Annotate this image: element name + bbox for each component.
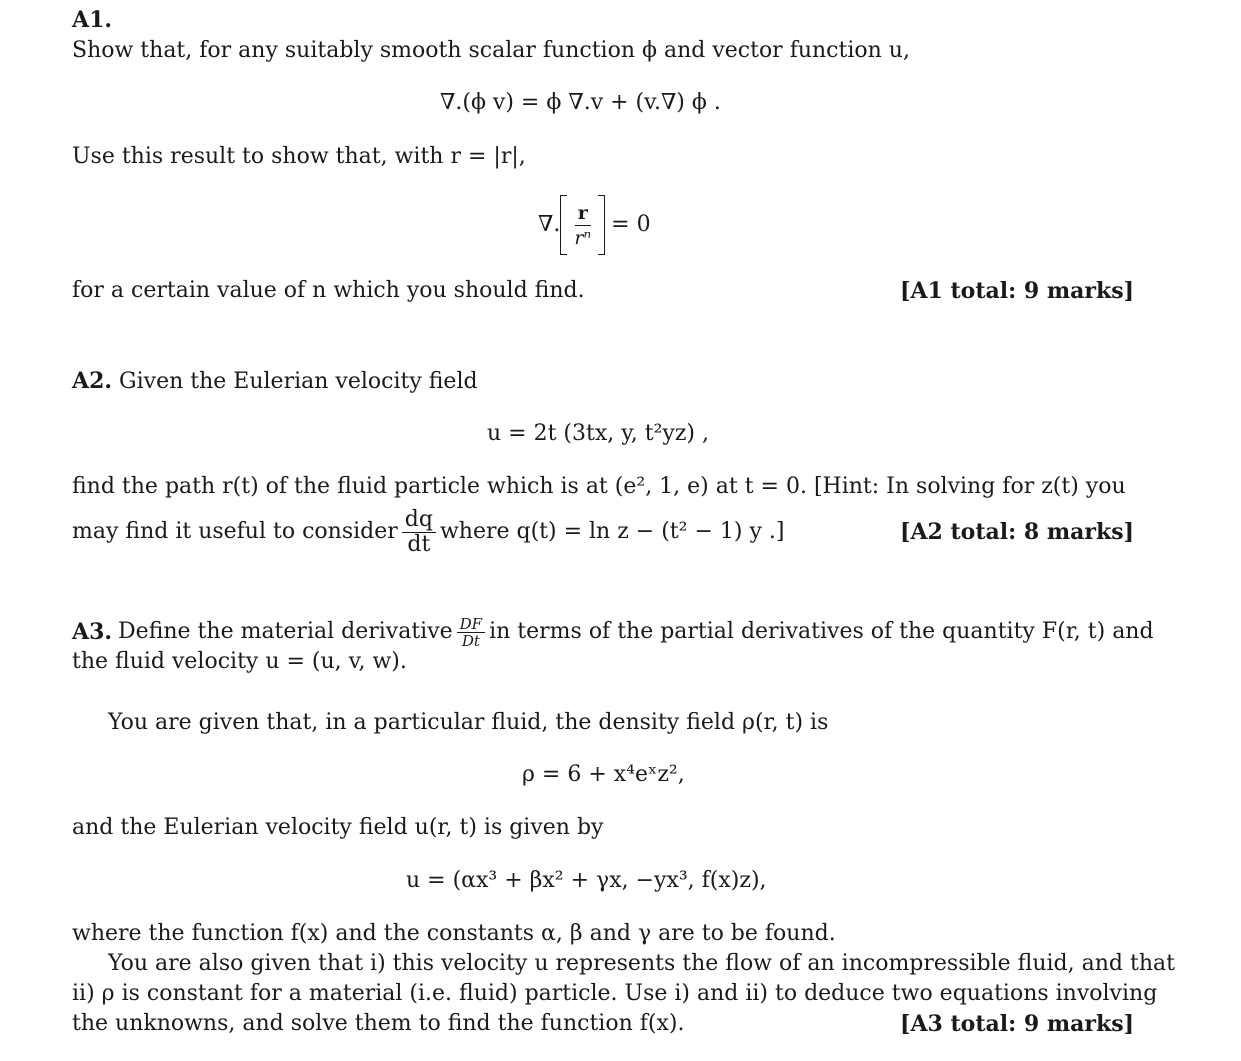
a3-intro-b: in terms of the partial derivatives of the quantity F(r, t) and <box>489 619 1154 644</box>
a2-marks: [A2 total: 8 marks] <box>900 519 1134 545</box>
a1-identity-equation: ∇.(ϕ v) = ϕ ∇.v + (v.∇) ϕ . <box>440 90 721 115</box>
a2-frac-den: dt <box>407 531 431 557</box>
a3-intro-line <box>72 614 1154 650</box>
a1-for-line: for a certain value of n which you should find. <box>72 278 585 303</box>
a3-intro-a: Define the material derivative <box>118 619 453 644</box>
a3-deriv-den: Dt <box>461 631 480 650</box>
a2-may-line-b: where q(t) = ln z − (t² − 1) y .] <box>439 519 785 544</box>
a3-material-derivative-fraction <box>457 616 485 649</box>
a3-also-line: You are also given that i) this velocity u represents the flow of an incompressible fluid, and that <box>108 951 1175 976</box>
a2-heading: A2. <box>72 368 113 394</box>
a1-eq2-denominator: rⁿ <box>574 226 592 249</box>
a1-marks: [A1 total: 9 marks] <box>900 278 1134 304</box>
a2-may-line-a: may find it useful to consider <box>72 519 398 544</box>
a3-deriv-num: DF <box>457 616 485 633</box>
a2-frac-num: dq <box>402 508 436 533</box>
a3-and-line: and the Eulerian velocity field u(r, t) is given by <box>72 815 604 840</box>
a1-eq2-left: ∇. <box>538 212 561 237</box>
a2-dq-dt-fraction <box>402 508 436 557</box>
a3-velocity-equation: u = (αx³ + βx² + γx, −yx³, f(x)z), <box>406 868 767 893</box>
a1-heading: A1. <box>72 7 113 33</box>
a3-heading: A3. <box>72 619 113 645</box>
a3-density-equation: ρ = 6 + x⁴eˣz², <box>522 762 685 787</box>
a3-where-line: where the function f(x) and the constants α, β and γ are to be found. <box>72 921 836 946</box>
a3-given-line: You are given that, in a particular fluid, the density field ρ(r, t) is <box>108 710 829 735</box>
a2-intro-line <box>72 367 478 396</box>
a3-intro-line2: the fluid velocity u = (u, v, w). <box>72 649 407 674</box>
a1-eq2-right: = 0 <box>611 212 651 237</box>
a1-eq2-numerator: r <box>575 201 591 226</box>
a2-may-line <box>72 503 784 561</box>
a2-intro: Given the Eulerian velocity field <box>119 369 478 394</box>
a1-intro: Show that, for any suitably smooth scalar function ϕ and vector function u, <box>72 38 910 63</box>
a3-ii-line: ii) ρ is constant for a material (i.e. fluid) particle. Use i) and ii) to deduce two equations involving <box>72 981 1158 1006</box>
a2-find-line: find the path r(t) of the fluid particle which is at (e², 1, e) at t = 0. [Hint: In solving for z(t) you <box>72 474 1126 499</box>
a2-velocity-field: u = 2t (3tx, y, t²yz) , <box>487 421 709 446</box>
a1-divergence-equation <box>538 193 651 257</box>
a1-eq2-bracket <box>560 195 605 255</box>
a3-last-line: the unknowns, and solve them to find the function f(x). <box>72 1011 685 1036</box>
a3-marks: [A3 total: 9 marks] <box>900 1011 1134 1037</box>
a1-use-line: Use this result to show that, with r = |r|, <box>72 144 526 169</box>
